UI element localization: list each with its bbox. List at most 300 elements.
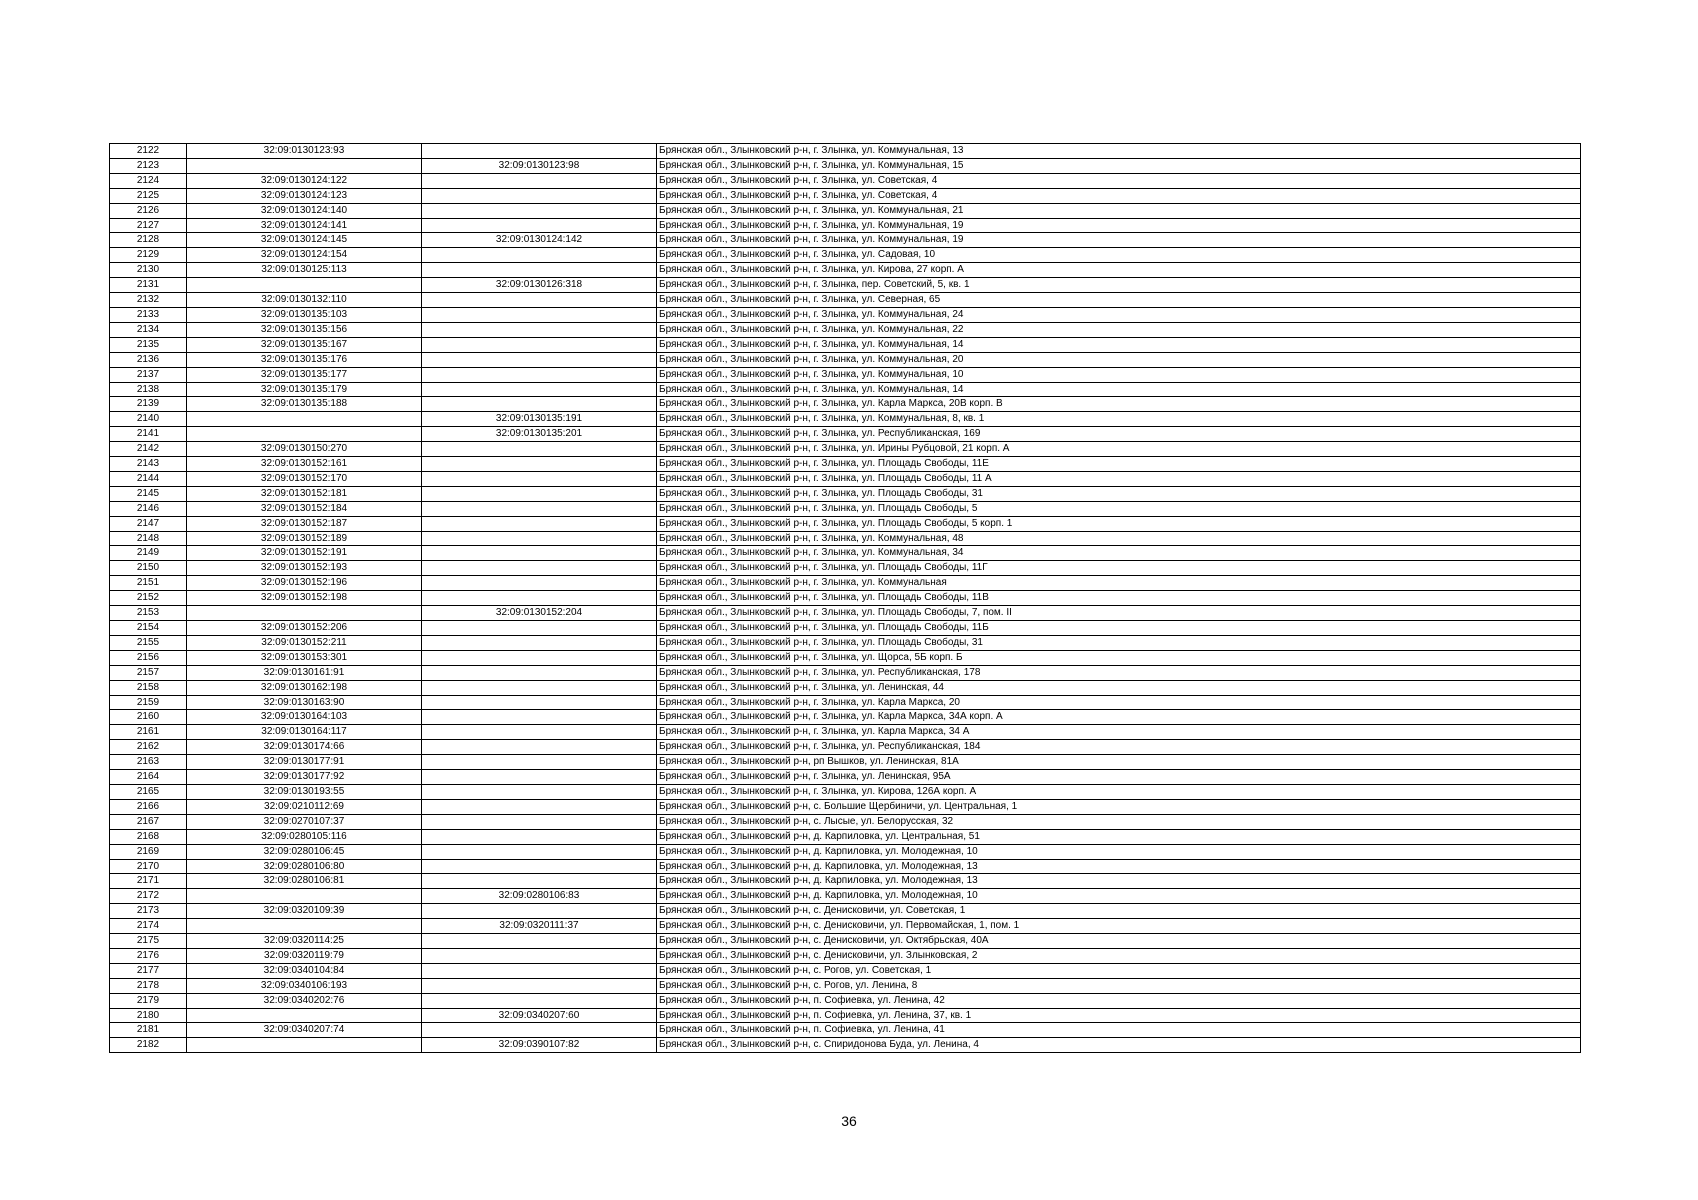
related-cadastral-number-cell (422, 546, 657, 561)
row-number-cell: 2142 (110, 442, 187, 457)
related-cadastral-number-cell (422, 874, 657, 889)
address-cell: Брянская обл., Злынковский р-н, г. Злынка, ул. Коммунальная, 24 (657, 307, 1581, 322)
address-cell: Брянская обл., Злынковский р-н, г. Злынка, ул. Карла Маркса, 34А корп. А (657, 710, 1581, 725)
cadastral-number-cell: 32:09:0130124:140 (187, 203, 422, 218)
related-cadastral-number-cell (422, 144, 657, 159)
cadastral-number-cell: 32:09:0280105:116 (187, 829, 422, 844)
address-cell: Брянская обл., Злынковский р-н, п. Софиевка, ул. Ленина, 42 (657, 993, 1581, 1008)
related-cadastral-number-cell: 32:09:0130135:201 (422, 427, 657, 442)
row-number-cell: 2137 (110, 367, 187, 382)
address-cell: Брянская обл., Злынковский р-н, г. Злынка, ул. Коммунальная, 19 (657, 233, 1581, 248)
related-cadastral-number-cell (422, 591, 657, 606)
cadastral-number-cell: 32:09:0130152:170 (187, 471, 422, 486)
table-row (110, 859, 1581, 874)
row-number-cell: 2135 (110, 337, 187, 352)
cadastral-number-cell (187, 919, 422, 934)
related-cadastral-number-cell (422, 307, 657, 322)
related-cadastral-number-cell (422, 188, 657, 203)
related-cadastral-number-cell (422, 621, 657, 636)
related-cadastral-number-cell (422, 799, 657, 814)
row-number-cell: 2134 (110, 322, 187, 337)
row-number-cell: 2131 (110, 278, 187, 293)
related-cadastral-number-cell (422, 203, 657, 218)
related-cadastral-number-cell (422, 859, 657, 874)
row-number-cell: 2178 (110, 978, 187, 993)
table-row (110, 621, 1581, 636)
cadastral-number-cell: 32:09:0130124:123 (187, 188, 422, 203)
address-cell: Брянская обл., Злынковский р-н, г. Злынка, ул. Площадь Свободы, 11 А (657, 471, 1581, 486)
cadastral-number-cell (187, 1038, 422, 1053)
address-cell: Брянская обл., Злынковский р-н, с. Рогов, ул. Ленина, 8 (657, 978, 1581, 993)
related-cadastral-number-cell (422, 382, 657, 397)
cadastral-number-cell: 32:09:0130135:167 (187, 337, 422, 352)
cadastral-number-cell: 32:09:0130132:110 (187, 293, 422, 308)
row-number-cell: 2153 (110, 606, 187, 621)
related-cadastral-number-cell (422, 829, 657, 844)
address-cell: Брянская обл., Злынковский р-н, г. Злынка, ул. Площадь Свободы, 11Г (657, 561, 1581, 576)
table-row (110, 874, 1581, 889)
cadastral-number-cell (187, 412, 422, 427)
address-cell: Брянская обл., Злынковский р-н, г. Злынка, ул. Площадь Свободы, 5 корп. 1 (657, 516, 1581, 531)
related-cadastral-number-cell (422, 457, 657, 472)
row-number-cell: 2168 (110, 829, 187, 844)
row-number-cell: 2173 (110, 904, 187, 919)
row-number-cell: 2136 (110, 352, 187, 367)
address-cell: Брянская обл., Злынковский р-н, г. Злынка, ул. Площадь Свободы, 11Б (657, 621, 1581, 636)
table-row (110, 963, 1581, 978)
cadastral-number-cell: 32:09:0280106:80 (187, 859, 422, 874)
cadastral-number-cell (187, 158, 422, 173)
table-row (110, 158, 1581, 173)
table-row (110, 725, 1581, 740)
table-row (110, 665, 1581, 680)
address-cell: Брянская обл., Злынковский р-н, г. Злынка, ул. Республиканская, 169 (657, 427, 1581, 442)
address-cell: Брянская обл., Злынковский р-н, д. Карпиловка, ул. Молодежная, 10 (657, 844, 1581, 859)
table-row (110, 218, 1581, 233)
cadastral-number-cell: 32:09:0270107:37 (187, 814, 422, 829)
row-number-cell: 2159 (110, 695, 187, 710)
address-cell: Брянская обл., Злынковский р-н, с. Денисковичи, ул. Советская, 1 (657, 904, 1581, 919)
table-row (110, 814, 1581, 829)
cadastral-number-cell: 32:09:0280106:81 (187, 874, 422, 889)
row-number-cell: 2172 (110, 889, 187, 904)
related-cadastral-number-cell (422, 710, 657, 725)
address-cell: Брянская обл., Злынковский р-н, г. Злынка, пер. Советский, 5, кв. 1 (657, 278, 1581, 293)
row-number-cell: 2150 (110, 561, 187, 576)
cadastral-number-cell: 32:09:0130152:189 (187, 531, 422, 546)
related-cadastral-number-cell (422, 934, 657, 949)
table-row (110, 889, 1581, 904)
related-cadastral-number-cell (422, 680, 657, 695)
related-cadastral-number-cell (422, 948, 657, 963)
table-row (110, 993, 1581, 1008)
related-cadastral-number-cell: 32:09:0320111:37 (422, 919, 657, 934)
related-cadastral-number-cell (422, 248, 657, 263)
related-cadastral-number-cell: 32:09:0130124:142 (422, 233, 657, 248)
row-number-cell: 2141 (110, 427, 187, 442)
address-cell: Брянская обл., Злынковский р-н, г. Злынка, ул. Советская, 4 (657, 173, 1581, 188)
cadastral-table (109, 143, 1581, 1053)
row-number-cell: 2152 (110, 591, 187, 606)
row-number-cell: 2127 (110, 218, 187, 233)
row-number-cell: 2162 (110, 740, 187, 755)
row-number-cell: 2161 (110, 725, 187, 740)
related-cadastral-number-cell: 32:09:0280106:83 (422, 889, 657, 904)
address-cell: Брянская обл., Злынковский р-н, п. Софиевка, ул. Ленина, 41 (657, 1023, 1581, 1038)
table-row (110, 397, 1581, 412)
row-number-cell: 2145 (110, 486, 187, 501)
address-cell: Брянская обл., Злынковский р-н, г. Злынка, ул. Площадь Свободы, 7, пом. II (657, 606, 1581, 621)
cadastral-number-cell: 32:09:0130150:270 (187, 442, 422, 457)
address-cell: Брянская обл., Злынковский р-н, г. Злынка, ул. Коммунальная, 19 (657, 218, 1581, 233)
cadastral-number-cell: 32:09:0130163:90 (187, 695, 422, 710)
cadastral-number-cell: 32:09:0130152:191 (187, 546, 422, 561)
related-cadastral-number-cell (422, 978, 657, 993)
address-cell: Брянская обл., Злынковский р-н, г. Злынка, ул. Коммунальная, 22 (657, 322, 1581, 337)
row-number-cell: 2144 (110, 471, 187, 486)
address-cell: Брянская обл., Злынковский р-н, г. Злынка, ул. Ленинская, 44 (657, 680, 1581, 695)
related-cadastral-number-cell (422, 665, 657, 680)
table-row (110, 427, 1581, 442)
cadastral-table-body (110, 144, 1581, 1053)
related-cadastral-number-cell (422, 770, 657, 785)
cadastral-number-cell (187, 1008, 422, 1023)
table-row (110, 144, 1581, 159)
table-row (110, 1023, 1581, 1038)
related-cadastral-number-cell (422, 844, 657, 859)
address-cell: Брянская обл., Злынковский р-н, д. Карпиловка, ул. Центральная, 51 (657, 829, 1581, 844)
row-number-cell: 2158 (110, 680, 187, 695)
table-row (110, 307, 1581, 322)
related-cadastral-number-cell (422, 904, 657, 919)
row-number-cell: 2157 (110, 665, 187, 680)
cadastral-number-cell: 32:09:0210112:69 (187, 799, 422, 814)
cadastral-number-cell: 32:09:0130152:196 (187, 576, 422, 591)
row-number-cell: 2155 (110, 635, 187, 650)
related-cadastral-number-cell: 32:09:0130123:98 (422, 158, 657, 173)
address-cell: Брянская обл., Злынковский р-н, с. Денисковичи, ул. Злынковская, 2 (657, 948, 1581, 963)
related-cadastral-number-cell (422, 293, 657, 308)
address-cell: Брянская обл., Злынковский р-н, с. Большие Щербиничи, ул. Центральная, 1 (657, 799, 1581, 814)
related-cadastral-number-cell (422, 650, 657, 665)
related-cadastral-number-cell (422, 516, 657, 531)
related-cadastral-number-cell: 32:09:0340207:60 (422, 1008, 657, 1023)
cadastral-number-cell: 32:09:0130124:141 (187, 218, 422, 233)
table-row (110, 829, 1581, 844)
row-number-cell: 2181 (110, 1023, 187, 1038)
address-cell: Брянская обл., Злынковский р-н, г. Злынка, ул. Кирова, 126А корп. А (657, 784, 1581, 799)
related-cadastral-number-cell (422, 1023, 657, 1038)
table-row (110, 635, 1581, 650)
table-row (110, 710, 1581, 725)
address-cell: Брянская обл., Злынковский р-н, г. Злынка, ул. Советская, 4 (657, 188, 1581, 203)
cadastral-number-cell: 32:09:0130152:187 (187, 516, 422, 531)
row-number-cell: 2170 (110, 859, 187, 874)
address-cell: Брянская обл., Злынковский р-н, г. Злынка, ул. Площадь Свободы, 5 (657, 501, 1581, 516)
row-number-cell: 2146 (110, 501, 187, 516)
table-row (110, 367, 1581, 382)
row-number-cell: 2130 (110, 263, 187, 278)
related-cadastral-number-cell (422, 352, 657, 367)
address-cell: Брянская обл., Злынковский р-н, г. Злынка, ул. Щорса, 5Б корп. Б (657, 650, 1581, 665)
address-cell: Брянская обл., Злынковский р-н, г. Злынка, ул. Республиканская, 178 (657, 665, 1581, 680)
related-cadastral-number-cell (422, 531, 657, 546)
cadastral-number-cell: 32:09:0130152:181 (187, 486, 422, 501)
table-row (110, 278, 1581, 293)
table-row (110, 606, 1581, 621)
row-number-cell: 2124 (110, 173, 187, 188)
related-cadastral-number-cell: 32:09:0130126:318 (422, 278, 657, 293)
related-cadastral-number-cell: 32:09:0130135:191 (422, 412, 657, 427)
related-cadastral-number-cell (422, 263, 657, 278)
row-number-cell: 2156 (110, 650, 187, 665)
address-cell: Брянская обл., Злынковский р-н, д. Карпиловка, ул. Молодежная, 13 (657, 874, 1581, 889)
row-number-cell: 2164 (110, 770, 187, 785)
cadastral-number-cell: 32:09:0340207:74 (187, 1023, 422, 1038)
address-cell: Брянская обл., Злынковский р-н, г. Злынка, ул. Площадь Свободы, 11Е (657, 457, 1581, 472)
address-cell: Брянская обл., Злынковский р-н, г. Злынка, ул. Карла Маркса, 34 А (657, 725, 1581, 740)
table-row (110, 188, 1581, 203)
table-row (110, 248, 1581, 263)
table-row (110, 516, 1581, 531)
related-cadastral-number-cell (422, 218, 657, 233)
related-cadastral-number-cell (422, 755, 657, 770)
table-row (110, 531, 1581, 546)
cadastral-number-cell: 32:09:0130124:122 (187, 173, 422, 188)
row-number-cell: 2166 (110, 799, 187, 814)
address-cell: Брянская обл., Злынковский р-н, г. Злынка, ул. Кирова, 27 корп. А (657, 263, 1581, 278)
cadastral-number-cell: 32:09:0130124:154 (187, 248, 422, 263)
cadastral-number-cell: 32:09:0130135:188 (187, 397, 422, 412)
cadastral-number-cell: 32:09:0130193:55 (187, 784, 422, 799)
table-row (110, 948, 1581, 963)
address-cell: Брянская обл., Злынковский р-н, г. Злынка, ул. Карла Маркса, 20 (657, 695, 1581, 710)
address-cell: Брянская обл., Злынковский р-н, г. Злынка, ул. Площадь Свободы, 31 (657, 635, 1581, 650)
cadastral-number-cell: 32:09:0340106:193 (187, 978, 422, 993)
address-cell: Брянская обл., Злынковский р-н, г. Злынка, ул. Коммунальная, 21 (657, 203, 1581, 218)
related-cadastral-number-cell: 32:09:0130152:204 (422, 606, 657, 621)
row-number-cell: 2139 (110, 397, 187, 412)
table-row (110, 263, 1581, 278)
address-cell: Брянская обл., Злынковский р-н, г. Злынка, ул. Коммунальная, 20 (657, 352, 1581, 367)
address-cell: Брянская обл., Злынковский р-н, с. Лысые, ул. Белорусская, 32 (657, 814, 1581, 829)
related-cadastral-number-cell (422, 397, 657, 412)
address-cell: Брянская обл., Злынковский р-н, г. Злынка, ул. Площадь Свободы, 31 (657, 486, 1581, 501)
table-row (110, 591, 1581, 606)
cadastral-number-cell: 32:09:0130152:161 (187, 457, 422, 472)
cadastral-number-cell: 32:09:0320119:79 (187, 948, 422, 963)
related-cadastral-number-cell (422, 173, 657, 188)
page-number: 36 (841, 1113, 857, 1129)
table-row (110, 501, 1581, 516)
cadastral-number-cell: 32:09:0130164:117 (187, 725, 422, 740)
related-cadastral-number-cell (422, 635, 657, 650)
cadastral-number-cell (187, 606, 422, 621)
related-cadastral-number-cell (422, 337, 657, 352)
related-cadastral-number-cell (422, 725, 657, 740)
table-row (110, 680, 1581, 695)
row-number-cell: 2175 (110, 934, 187, 949)
cadastral-number-cell: 32:09:0130177:92 (187, 770, 422, 785)
cadastral-number-cell: 32:09:0130135:179 (187, 382, 422, 397)
related-cadastral-number-cell (422, 576, 657, 591)
row-number-cell: 2151 (110, 576, 187, 591)
address-cell: Брянская обл., Злынковский р-н, г. Злынка, ул. Коммунальная, 48 (657, 531, 1581, 546)
table-row (110, 561, 1581, 576)
related-cadastral-number-cell (422, 442, 657, 457)
related-cadastral-number-cell (422, 471, 657, 486)
row-number-cell: 2143 (110, 457, 187, 472)
cadastral-number-cell: 32:09:0130153:301 (187, 650, 422, 665)
row-number-cell: 2149 (110, 546, 187, 561)
cadastral-number-cell: 32:09:0130152:206 (187, 621, 422, 636)
table-row (110, 293, 1581, 308)
row-number-cell: 2177 (110, 963, 187, 978)
cadastral-number-cell: 32:09:0130135:177 (187, 367, 422, 382)
row-number-cell: 2165 (110, 784, 187, 799)
address-cell: Брянская обл., Злынковский р-н, г. Злынка, ул. Садовая, 10 (657, 248, 1581, 263)
row-number-cell: 2182 (110, 1038, 187, 1053)
table-row (110, 650, 1581, 665)
related-cadastral-number-cell (422, 322, 657, 337)
table-row (110, 457, 1581, 472)
address-cell: Брянская обл., Злынковский р-н, г. Злынка, ул. Коммунальная, 34 (657, 546, 1581, 561)
row-number-cell: 2171 (110, 874, 187, 889)
address-cell: Брянская обл., Злынковский р-н, г. Злынка, ул. Коммунальная, 15 (657, 158, 1581, 173)
table-row (110, 978, 1581, 993)
table-row (110, 919, 1581, 934)
related-cadastral-number-cell (422, 561, 657, 576)
related-cadastral-number-cell (422, 501, 657, 516)
table-row (110, 471, 1581, 486)
address-cell: Брянская обл., Злынковский р-н, г. Злынка, ул. Ирины Рубцовой, 21 корп. А (657, 442, 1581, 457)
row-number-cell: 2147 (110, 516, 187, 531)
cadastral-number-cell: 32:09:0130123:93 (187, 144, 422, 159)
row-number-cell: 2125 (110, 188, 187, 203)
row-number-cell: 2160 (110, 710, 187, 725)
cadastral-number-cell: 32:09:0130135:156 (187, 322, 422, 337)
row-number-cell: 2176 (110, 948, 187, 963)
table-row (110, 486, 1581, 501)
row-number-cell: 2163 (110, 755, 187, 770)
cadastral-number-cell: 32:09:0130152:198 (187, 591, 422, 606)
cadastral-number-cell: 32:09:0130161:91 (187, 665, 422, 680)
table-row (110, 382, 1581, 397)
table-row (110, 352, 1581, 367)
address-cell: Брянская обл., Злынковский р-н, г. Злынка, ул. Карла Маркса, 20В корп. В (657, 397, 1581, 412)
row-number-cell: 2167 (110, 814, 187, 829)
address-cell: Брянская обл., Злынковский р-н, г. Злынка, ул. Коммунальная, 14 (657, 337, 1581, 352)
cadastral-number-cell: 32:09:0130162:198 (187, 680, 422, 695)
cadastral-number-cell: 32:09:0130125:113 (187, 263, 422, 278)
row-number-cell: 2148 (110, 531, 187, 546)
row-number-cell: 2174 (110, 919, 187, 934)
address-cell: Брянская обл., Злынковский р-н, рп Вышков, ул. Ленинская, 81А (657, 755, 1581, 770)
row-number-cell: 2179 (110, 993, 187, 1008)
related-cadastral-number-cell: 32:09:0390107:82 (422, 1038, 657, 1053)
address-cell: Брянская обл., Злынковский р-н, д. Карпиловка, ул. Молодежная, 10 (657, 889, 1581, 904)
cadastral-number-cell (187, 427, 422, 442)
table-row (110, 784, 1581, 799)
cadastral-number-cell: 32:09:0130164:103 (187, 710, 422, 725)
cadastral-number-cell: 32:09:0130135:176 (187, 352, 422, 367)
cadastral-number-cell: 32:09:0130174:66 (187, 740, 422, 755)
address-cell: Брянская обл., Злынковский р-н, с. Рогов, ул. Советская, 1 (657, 963, 1581, 978)
cadastral-number-cell: 32:09:0130135:103 (187, 307, 422, 322)
cadastral-number-cell: 32:09:0320109:39 (187, 904, 422, 919)
address-cell: Брянская обл., Злынковский р-н, г. Злынка, ул. Северная, 65 (657, 293, 1581, 308)
related-cadastral-number-cell (422, 814, 657, 829)
address-cell: Брянская обл., Злынковский р-н, г. Злынка, ул. Коммунальная, 10 (657, 367, 1581, 382)
row-number-cell: 2133 (110, 307, 187, 322)
related-cadastral-number-cell (422, 993, 657, 1008)
address-cell: Брянская обл., Злынковский р-н, г. Злынка, ул. Коммунальная, 14 (657, 382, 1581, 397)
table-row (110, 799, 1581, 814)
table-row (110, 322, 1581, 337)
table-row (110, 695, 1581, 710)
row-number-cell: 2169 (110, 844, 187, 859)
row-number-cell: 2126 (110, 203, 187, 218)
table-row (110, 1008, 1581, 1023)
related-cadastral-number-cell (422, 486, 657, 501)
table-row (110, 576, 1581, 591)
cadastral-number-cell (187, 278, 422, 293)
cadastral-number-cell: 32:09:0320114:25 (187, 934, 422, 949)
table-row (110, 337, 1581, 352)
cadastral-number-cell (187, 889, 422, 904)
table-row (110, 934, 1581, 949)
cadastral-number-cell: 32:09:0340202:76 (187, 993, 422, 1008)
cadastral-number-cell: 32:09:0280106:45 (187, 844, 422, 859)
row-number-cell: 2132 (110, 293, 187, 308)
cadastral-number-cell: 32:09:0340104:84 (187, 963, 422, 978)
cadastral-number-cell: 32:09:0130177:91 (187, 755, 422, 770)
table-row (110, 844, 1581, 859)
address-cell: Брянская обл., Злынковский р-н, г. Злынка, ул. Ленинская, 95А (657, 770, 1581, 785)
related-cadastral-number-cell (422, 695, 657, 710)
cadastral-number-cell: 32:09:0130152:211 (187, 635, 422, 650)
table-row (110, 770, 1581, 785)
cadastral-number-cell: 32:09:0130124:145 (187, 233, 422, 248)
table-row (110, 203, 1581, 218)
cadastral-number-cell: 32:09:0130152:184 (187, 501, 422, 516)
address-cell: Брянская обл., Злынковский р-н, п. Софиевка, ул. Ленина, 37, кв. 1 (657, 1008, 1581, 1023)
address-cell: Брянская обл., Злынковский р-н, д. Карпиловка, ул. Молодежная, 13 (657, 859, 1581, 874)
row-number-cell: 2128 (110, 233, 187, 248)
row-number-cell: 2122 (110, 144, 187, 159)
row-number-cell: 2123 (110, 158, 187, 173)
table-row (110, 755, 1581, 770)
address-cell: Брянская обл., Злынковский р-н, г. Злынка, ул. Коммунальная, 13 (657, 144, 1581, 159)
address-cell: Брянская обл., Злынковский р-н, г. Злынка, ул. Площадь Свободы, 11В (657, 591, 1581, 606)
table-row (110, 904, 1581, 919)
row-number-cell: 2180 (110, 1008, 187, 1023)
table-row (110, 233, 1581, 248)
address-cell: Брянская обл., Злынковский р-н, с. Спиридонова Буда, ул. Ленина, 4 (657, 1038, 1581, 1053)
address-cell: Брянская обл., Злынковский р-н, с. Денисковичи, ул. Октябрьская, 40А (657, 934, 1581, 949)
address-cell: Брянская обл., Злынковский р-н, г. Злынка, ул. Коммунальная (657, 576, 1581, 591)
row-number-cell: 2140 (110, 412, 187, 427)
address-cell: Брянская обл., Злынковский р-н, с. Денисковичи, ул. Первомайская, 1, пом. 1 (657, 919, 1581, 934)
address-cell: Брянская обл., Злынковский р-н, г. Злынка, ул. Коммунальная, 8, кв. 1 (657, 412, 1581, 427)
row-number-cell: 2154 (110, 621, 187, 636)
table-row (110, 740, 1581, 755)
table-row (110, 1038, 1581, 1053)
row-number-cell: 2129 (110, 248, 187, 263)
table-row (110, 173, 1581, 188)
table-row (110, 412, 1581, 427)
table-row (110, 442, 1581, 457)
